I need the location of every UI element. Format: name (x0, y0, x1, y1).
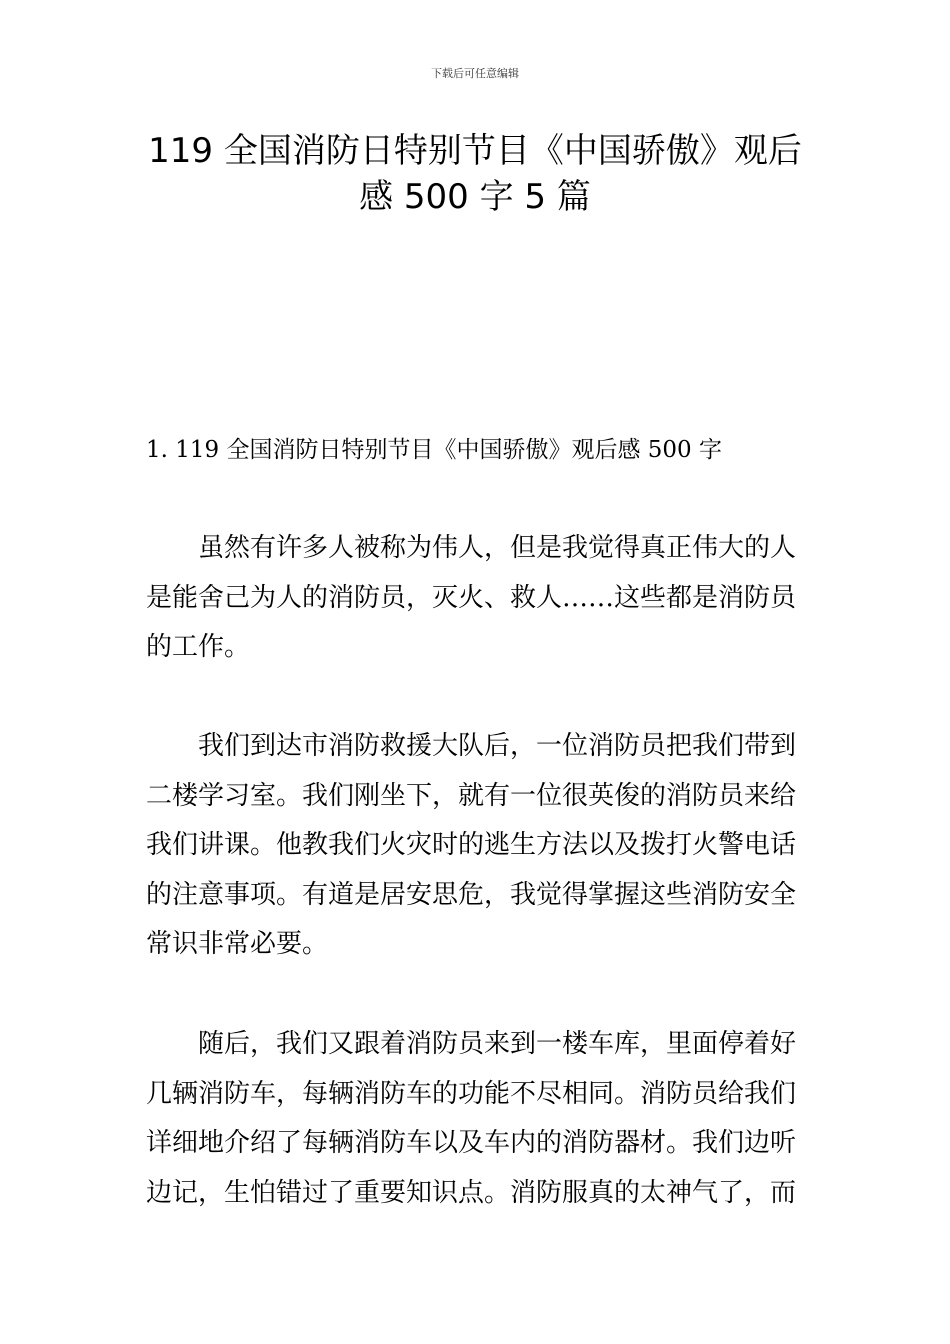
paragraph-line: 二楼学习室。我们刚坐下，就有一位很英俊的消防员来给 (146, 780, 797, 811)
title-line-2: 感 500 字 5 篇 (359, 177, 591, 217)
section-heading: 1. 119 全国消防日特别节目《中国骄傲》观后感 500 字 (146, 437, 722, 463)
paragraph-line: 详细地介绍了每辆消防车以及车内的消防器材。我们边听 (146, 1128, 797, 1158)
paragraph-line: 常识非常必要。 (146, 929, 329, 959)
header-note: 下载后可任意编辑 (431, 67, 519, 80)
paragraph-line: 我们讲课。他教我们火灾时的逃生方法以及拨打火警电话 (146, 830, 797, 860)
document-title (140, 128, 810, 220)
paragraph-line: 是能舍己为人的消防员，灭火、救人……这些都是消防员 (146, 582, 797, 613)
paragraph-line: 几辆消防车，每辆消防车的功能不尽相同。消防员给我们 (146, 1078, 797, 1109)
paragraph-1 (146, 524, 806, 673)
paragraph-line: 随后，我们又跟着消防员来到一楼车库，里面停着好 (198, 1029, 797, 1059)
paragraph-line: 边记，生怕错过了重要知识点。消防服真的太神气了，而 (146, 1177, 797, 1208)
paragraph-3 (146, 1020, 806, 1218)
paragraph-line: 的工作。 (146, 632, 251, 662)
paragraph-line: 我们到达市消防救援大队后，一位消防员把我们带到 (198, 731, 797, 761)
paragraph-line: 虽然有许多人被称为伟人，但是我觉得真正伟大的人 (198, 533, 797, 563)
paragraph-line: 的注意事项。有道是居安思危，我觉得掌握这些消防安全 (146, 879, 797, 910)
title-line-1: 119 全国消防日特别节目《中国骄傲》观后 (148, 131, 802, 171)
paragraph-2 (146, 722, 806, 970)
